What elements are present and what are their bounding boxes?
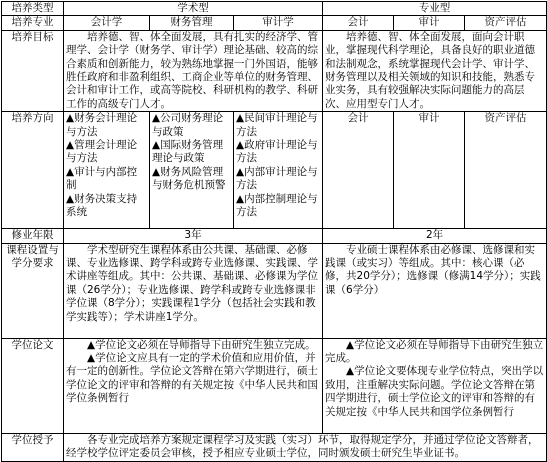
- academic-curriculum-cell: [64, 243, 323, 338]
- academic-thesis-cell: [64, 338, 323, 433]
- curriculum-label: 课程设置与学分要求: [2, 243, 64, 338]
- goal-label: 培养目标: [2, 30, 64, 111]
- direction-item: ▲公司财务理论与政策: [152, 112, 224, 138]
- direction-item: ▲管理会计理论与方法: [66, 139, 138, 165]
- major-prof-accounting: 会计: [323, 16, 394, 30]
- curriculum-row: [2, 243, 547, 338]
- accounting-directions: [64, 112, 150, 229]
- prof-direction-asset-appraisal: 资产评估: [465, 112, 547, 229]
- direction-row: [2, 112, 547, 229]
- professional-thesis-item: ▲学位论文要体现专业学位特点，突出学以致用，注重解决实际问题。学位论文答辩在第四学期进行，硕士学位论文的评审和答辩的有关规定按《中华人民共和国学位条例暂行: [325, 365, 544, 418]
- degree-row: [2, 433, 547, 461]
- major-asset-appraisal: 资产评估: [465, 16, 547, 30]
- academic-type-header: 学术型: [64, 2, 323, 16]
- degree-label: 学位授予: [2, 433, 64, 461]
- type-row: [2, 2, 547, 16]
- direction-item: ▲财务会计理论与方法: [66, 112, 138, 138]
- degree-cell: [64, 433, 547, 461]
- professional-thesis-item: ▲学位论文必须在导师指导下由研究生独立完成。: [325, 338, 544, 365]
- thesis-label: 学位论文: [2, 338, 64, 433]
- thesis-row: [2, 338, 547, 433]
- prof-direction-auditing: 审计: [394, 112, 465, 229]
- degree-text: 各专业完成培养方案规定课程学习及实践（实习）环节，取得规定学分，并通过学位论文答辩者，经学校学位评定委员会审核，授予相应专业硕士学位，同时颁发硕士研究生毕业证书。: [66, 433, 539, 460]
- academic-years: 3年: [64, 229, 323, 243]
- audit-directions: [234, 112, 323, 229]
- direction-item: ▲国际财务管理理论与政策: [152, 139, 224, 165]
- direction-item: ▲内部审计理论与方法: [236, 165, 318, 192]
- professional-goal-text: 培养德、智、体全面发展，面向会计职业，掌握现代科学理论，具备良好的职业道德和法制观念，系统掌握现代会计学、审计学、财务管理以及相关领域的知识和技能，熟悉专业实务，具有较强解决实际问题能力的高层次、应用型专门人才。: [325, 30, 536, 110]
- academic-thesis-item: ▲学位论文必须在导师指导下由研究生独立完成。: [87, 338, 316, 351]
- professional-goal-cell: [323, 30, 547, 111]
- professional-thesis-cell: [323, 338, 547, 433]
- direction-item: ▲政府审计理论与方法: [236, 139, 318, 165]
- direction-item: ▲民间审计理论与方法: [236, 112, 318, 138]
- major-row: [2, 16, 547, 30]
- major-prof-auditing: 审计: [394, 16, 465, 30]
- academic-curriculum-text: 学术型研究生课程体系由公共课、基础课、必修课、专业选修课、跨学科或跨专业选修课、实践课、学术讲座等组成。其中：公共课、基础课、必修课为学位课（26学分）；专业选修课、跨学科或跨专业选修课非学位课（8学分）；实践课程1学分（包括社会实践和教学实践等）；学术讲座1学分。: [66, 243, 318, 323]
- training-program-table: [1, 1, 547, 462]
- direction-item: ▲财务风险管理与财务危机预警: [152, 165, 226, 192]
- goal-row: [2, 30, 547, 111]
- direction-item: ▲财务决策支持系统: [66, 192, 138, 219]
- professional-type-header: 专业型: [323, 2, 547, 16]
- academic-goal-text: 培养德、智、体全面发展，具有扎实的经济学、管理学、会计学（财务学、审计学）理论基础、较高的综合素质和创新能力，较为熟练地掌握一门外国语，能够胜任政府和非盈利组织、工商企业等单位的财务管理、会计和审计工作，或高等院校、科研机构的教学、科研工作的高级专门人才。: [66, 30, 318, 110]
- professional-curriculum-text: 专业硕士课程体系由必修课、选修课和实践课（或实习）等组成。其中：核心课（必修，共20学分）；选修课（修满14学分）；实践课（6学分）: [325, 243, 541, 296]
- major-financial-management: 财务管理: [150, 16, 234, 30]
- academic-goal-cell: [64, 30, 323, 111]
- years-row: [2, 229, 547, 243]
- years-label: 修业年限: [2, 229, 64, 243]
- direction-item: ▲内部控制理论与方法: [236, 192, 318, 219]
- major-label: 培养专业: [2, 16, 64, 30]
- type-label: 培养类型: [2, 2, 64, 16]
- direction-item: ▲审计与内部控制: [66, 165, 138, 192]
- professional-curriculum-cell: [323, 243, 547, 338]
- major-auditing: 审计学: [234, 16, 323, 30]
- direction-label: 培养方向: [2, 112, 64, 229]
- prof-direction-accounting: 会计: [323, 112, 394, 229]
- finance-directions: [150, 112, 234, 229]
- professional-years: 2年: [323, 229, 547, 243]
- major-accounting: 会计学: [64, 16, 150, 30]
- academic-thesis-item: ▲学位论文应具有一定的学术价值和应用价值，并有一定的创新性。学位论文答辩在第六学期进行，硕士学位论文的评审和答辩的有关规定按《中华人民共和国学位条例暂行: [66, 352, 318, 405]
